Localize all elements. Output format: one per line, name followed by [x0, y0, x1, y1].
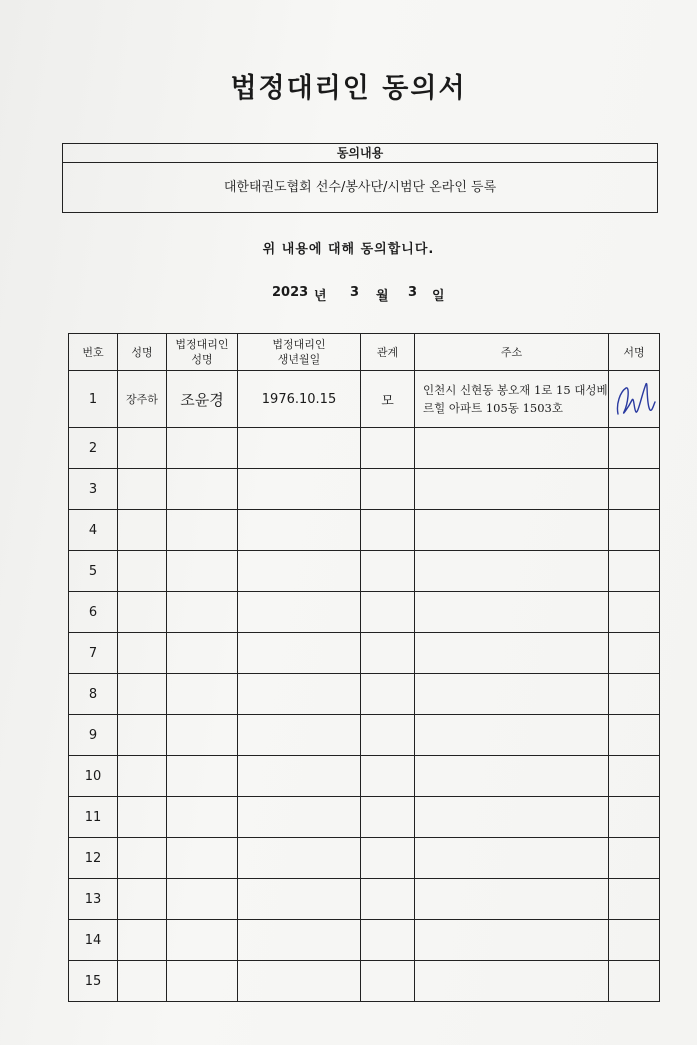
cell-relation — [361, 797, 415, 838]
table-row — [69, 510, 660, 551]
cell-guardian-name — [167, 756, 238, 797]
cell-address — [415, 961, 609, 1002]
cell-relation — [361, 633, 415, 674]
cell-address — [415, 469, 609, 510]
cell-guardian-name — [167, 428, 238, 469]
table-header-row — [69, 334, 660, 371]
cell-name — [118, 592, 167, 633]
table-row — [69, 879, 660, 920]
cell-signature — [609, 428, 660, 469]
cell-no: 2 — [69, 428, 118, 469]
table-row — [69, 592, 660, 633]
cell-name — [118, 756, 167, 797]
cell-guardian-birth — [238, 510, 361, 551]
table-row — [69, 920, 660, 961]
cell-address — [415, 838, 609, 879]
date-line — [0, 285, 697, 303]
cell-no: 1 — [69, 371, 118, 428]
cell-address — [415, 879, 609, 920]
header-relation: 관계 — [361, 334, 415, 371]
cell-guardian-name — [167, 879, 238, 920]
agreement-text: 위 내용에 대해 동의합니다. — [262, 242, 435, 257]
cell-no: 14 — [69, 920, 118, 961]
cell-guardian-birth — [238, 428, 361, 469]
cell-guardian-birth — [238, 715, 361, 756]
cell-relation — [361, 551, 415, 592]
cell-no: 6 — [69, 592, 118, 633]
cell-address — [415, 920, 609, 961]
cell-relation — [361, 961, 415, 1002]
header-no: 번호 — [69, 334, 118, 371]
cell-guardian-birth — [238, 961, 361, 1002]
cell-relation — [361, 510, 415, 551]
cell-relation — [361, 428, 415, 469]
cell-no: 9 — [69, 715, 118, 756]
cell-guardian-name — [167, 592, 238, 633]
consent-box — [62, 143, 658, 213]
cell-name — [118, 797, 167, 838]
signature-image — [612, 374, 656, 424]
cell-relation — [361, 838, 415, 879]
cell-name — [118, 674, 167, 715]
cell-name — [118, 838, 167, 879]
document-title: 법정대리인 동의서 — [230, 73, 467, 104]
date-day: 3 — [408, 285, 418, 300]
header-guardian-name — [167, 334, 238, 371]
cell-name — [118, 920, 167, 961]
cell-relation — [361, 592, 415, 633]
cell-guardian-name — [167, 633, 238, 674]
cell-guardian-birth — [238, 592, 361, 633]
cell-relation — [361, 879, 415, 920]
cell-guardian-birth — [238, 633, 361, 674]
cell-no: 5 — [69, 551, 118, 592]
cell-signature — [609, 838, 660, 879]
table-row — [69, 674, 660, 715]
cell-relation — [361, 756, 415, 797]
cell-guardian-birth — [238, 879, 361, 920]
cell-signature — [609, 797, 660, 838]
cell-name: 장주하 — [118, 371, 167, 428]
cell-signature — [609, 879, 660, 920]
date-month-unit: 월 — [376, 289, 389, 304]
cell-signature — [609, 551, 660, 592]
cell-relation — [361, 674, 415, 715]
cell-no: 8 — [69, 674, 118, 715]
cell-guardian-name — [167, 674, 238, 715]
cell-guardian-name — [167, 920, 238, 961]
header-name: 성명 — [118, 334, 167, 371]
cell-no: 13 — [69, 879, 118, 920]
cell-address — [415, 510, 609, 551]
guardian-table — [68, 333, 660, 1002]
cell-signature — [609, 715, 660, 756]
cell-no: 4 — [69, 510, 118, 551]
cell-signature — [609, 469, 660, 510]
cell-address — [415, 633, 609, 674]
cell-name — [118, 961, 167, 1002]
table-row — [69, 428, 660, 469]
cell-guardian-name — [167, 551, 238, 592]
cell-guardian-birth — [238, 756, 361, 797]
cell-signature — [609, 674, 660, 715]
cell-guardian-name — [167, 797, 238, 838]
header-guardian-name-text: 법정대리인 성명 — [175, 338, 229, 366]
date-year: 2023 — [272, 285, 309, 300]
cell-name — [118, 715, 167, 756]
table-row — [69, 756, 660, 797]
cell-relation — [361, 715, 415, 756]
table-row — [69, 838, 660, 879]
consent-header: 동의내용 — [63, 144, 657, 163]
table-row — [69, 961, 660, 1002]
cell-relation — [361, 920, 415, 961]
table-row — [69, 371, 660, 428]
cell-guardian-name — [167, 469, 238, 510]
cell-no: 15 — [69, 961, 118, 1002]
cell-guardian-birth — [238, 674, 361, 715]
cell-address — [415, 715, 609, 756]
table-row — [69, 797, 660, 838]
cell-signature — [609, 633, 660, 674]
header-address: 주소 — [415, 334, 609, 371]
cell-guardian-birth — [238, 920, 361, 961]
consent-content: 대한태권도협회 선수/봉사단/시범단 온라인 등록 — [223, 180, 497, 195]
cell-name — [118, 879, 167, 920]
date-year-unit: 년 — [314, 289, 327, 304]
header-guardian-birth — [238, 334, 361, 371]
cell-address — [415, 797, 609, 838]
cell-signature — [609, 592, 660, 633]
cell-signature — [609, 510, 660, 551]
cell-guardian-birth — [238, 838, 361, 879]
cell-address — [415, 551, 609, 592]
header-guardian-birth-text: 법정대리인 생년월일 — [272, 338, 326, 366]
cell-no: 12 — [69, 838, 118, 879]
cell-signature — [609, 920, 660, 961]
table-row — [69, 715, 660, 756]
cell-signature — [609, 961, 660, 1002]
cell-no: 7 — [69, 633, 118, 674]
cell-signature — [609, 371, 660, 428]
cell-guardian-birth — [238, 469, 361, 510]
cell-signature — [609, 756, 660, 797]
cell-guardian-name — [167, 961, 238, 1002]
header-signature: 서명 — [609, 334, 660, 371]
cell-guardian-birth — [238, 797, 361, 838]
cell-no: 10 — [69, 756, 118, 797]
cell-no: 3 — [69, 469, 118, 510]
date-month: 3 — [350, 285, 360, 300]
cell-name — [118, 510, 167, 551]
table-row — [69, 633, 660, 674]
cell-name — [118, 551, 167, 592]
cell-guardian-birth — [238, 551, 361, 592]
cell-name — [118, 428, 167, 469]
cell-guardian-name — [167, 715, 238, 756]
cell-address — [415, 592, 609, 633]
cell-address — [415, 674, 609, 715]
table-row — [69, 551, 660, 592]
cell-guardian-name: 조윤경 — [167, 371, 238, 428]
cell-guardian-name — [167, 510, 238, 551]
cell-name — [118, 469, 167, 510]
table-row — [69, 469, 660, 510]
cell-address: 인천시 신현동 봉오재 1로 15 대성베르힐 아파트 105동 1503호 — [415, 371, 609, 428]
cell-address — [415, 756, 609, 797]
cell-guardian-name — [167, 838, 238, 879]
cell-guardian-birth: 1976.10.15 — [238, 371, 361, 428]
cell-relation: 모 — [361, 371, 415, 428]
cell-address — [415, 428, 609, 469]
date-day-unit: 일 — [432, 289, 445, 304]
cell-name — [118, 633, 167, 674]
cell-no: 11 — [69, 797, 118, 838]
cell-relation — [361, 469, 415, 510]
